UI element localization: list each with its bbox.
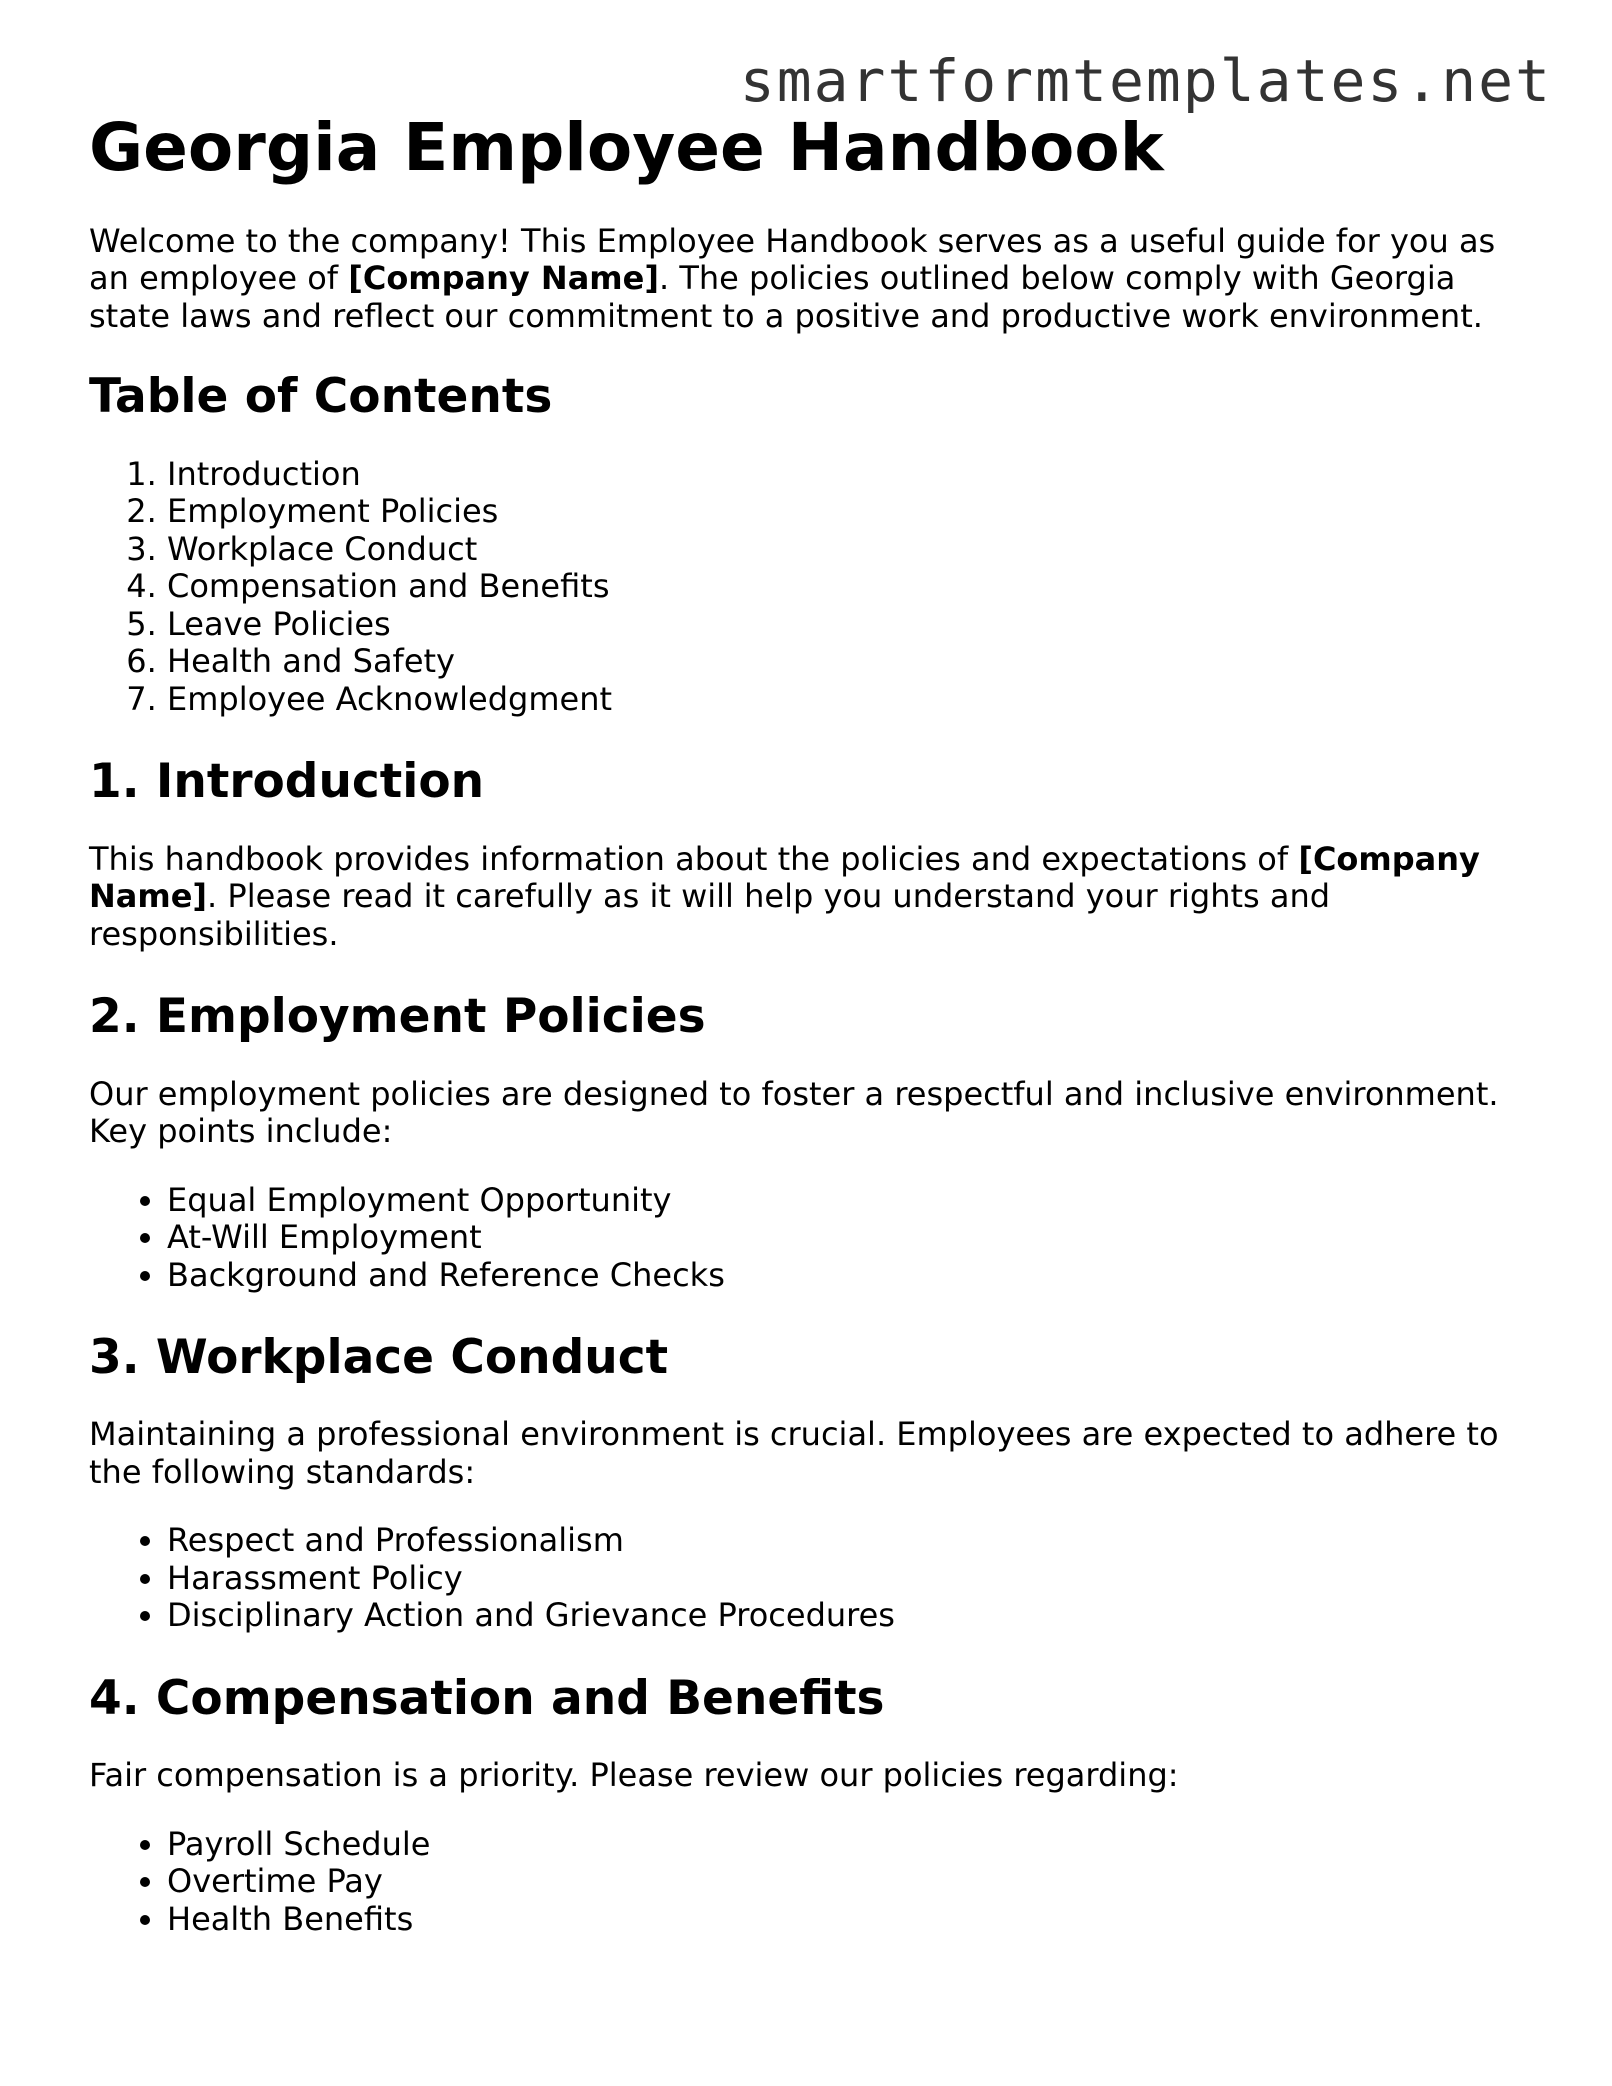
list-item: • Equal Employment Opportunity (167, 1182, 1529, 1220)
section-employment-list (89, 1182, 1529, 1295)
section-employment-heading: 2. Employment Policies (89, 989, 706, 1045)
document-title: Georgia Employee Handbook (89, 109, 1164, 186)
intro-text-before: Welcome to the company! This Employee Handbook serves as a useful guide for you as an employee of (89, 221, 1496, 298)
toc-item-leave-policies: 5. Leave Policies (167, 606, 1529, 644)
list-item: • Health Benefits (167, 1901, 1529, 1939)
introduction-company-name: [Company Name] (89, 839, 1480, 916)
section-introduction-paragraph (89, 841, 1529, 954)
document-page (89, 110, 1529, 1938)
list-item: • Overtime Pay (167, 1863, 1529, 1901)
section-introduction-heading: 1. Introduction (89, 754, 485, 810)
list-item: • Harassment Policy (167, 1560, 1529, 1598)
section-conduct-paragraph: Maintaining a professional environment is crucial. Employees are expected to adhere to the following standards: (89, 1415, 1499, 1491)
section-compensation-heading: 4. Compensation and Benefits (89, 1670, 885, 1726)
section-compensation-paragraph: Fair compensation is a priority. Please review our policies regarding: (89, 1756, 1179, 1795)
section-conduct-heading: 3. Workplace Conduct (89, 1330, 669, 1386)
list-item: • Disciplinary Action and Grievance Procedures (167, 1597, 1529, 1635)
section-conduct-list (89, 1522, 1529, 1635)
introduction-text-after: . Please read it carefully as it will help you understand your rights and responsibilities. (89, 877, 1331, 953)
list-item: • Background and Reference Checks (167, 1257, 1529, 1295)
list-item: • Payroll Schedule (167, 1826, 1529, 1864)
intro-text-after: . The policies outlined below comply with Georgia state laws and reflect our commitment to a positive and productive work environment. (89, 259, 1483, 335)
toc-item-employee-acknowledgment: 7. Employee Acknowledgment (167, 681, 1529, 719)
section-compensation-list (89, 1826, 1529, 1939)
toc-item-employment-policies: 2. Employment Policies (167, 493, 1529, 531)
section-employment-paragraph: Our employment policies are designed to foster a respectful and inclusive environment. Key points include: (89, 1074, 1499, 1151)
intro-paragraph (89, 223, 1529, 336)
toc-item-workplace-conduct: 3. Workplace Conduct (167, 531, 1529, 569)
watermark: smartformtemplates.net (739, 47, 1552, 115)
list-item: • At-Will Employment (167, 1219, 1529, 1257)
list-item: • Respect and Professionalism (167, 1522, 1529, 1560)
toc-list (89, 456, 1529, 719)
toc-item-compensation-benefits: 4. Compensation and Benefits (167, 568, 1529, 606)
toc-heading: Table of Contents (89, 369, 553, 425)
toc-item-health-safety: 6. Health and Safety (167, 643, 1529, 681)
intro-company-name: [Company Name] (348, 259, 659, 298)
introduction-text-before: This handbook provides information about the policies and expectations of (89, 839, 1299, 878)
toc-item-introduction: 1. Introduction (167, 456, 1529, 494)
